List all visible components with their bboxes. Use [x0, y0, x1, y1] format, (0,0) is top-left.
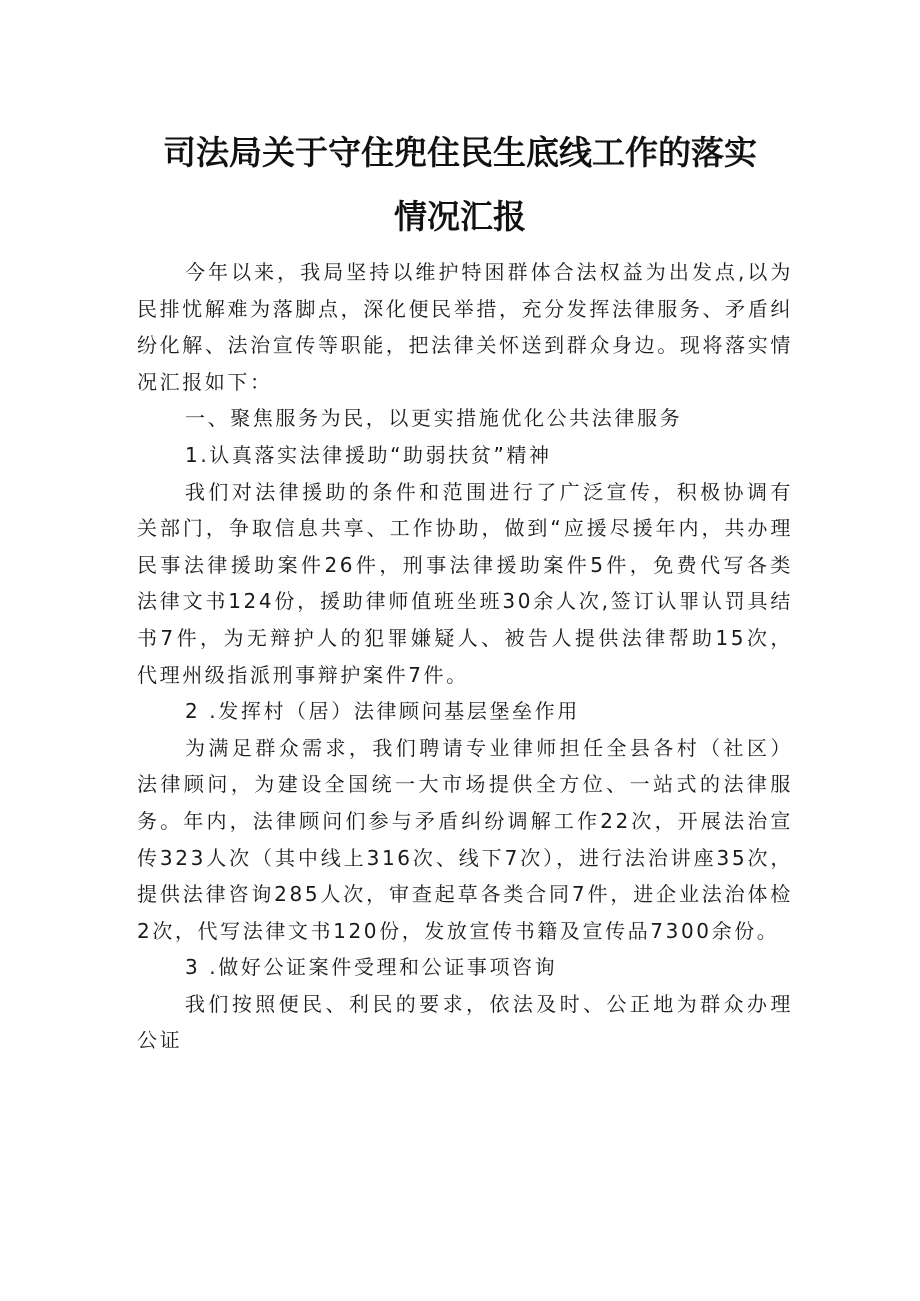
item3-paragraph: 我们按照便民、利民的要求，依法及时、公正地为群众办理公证: [137, 991, 793, 1053]
intro-paragraph: 今年以来，我局坚持以维护特困群体合法权益为出发点,以为民排忧解难为落脚点，深化便民举措，充分发挥法律服务、矛盾纠纷化解、法治宣传等职能，把法律关怀送到群众身边。现将落实情况汇报如下：: [137, 260, 793, 394]
item2-paragraph: 为满足群众需求，我们聘请专业律师担任全县各村（社区）法律顾问，为建设全国统一大市场提供全方位、一站式的法律服务。年内，法律顾问们参与矛盾纠纷调解工作22次，开展法治宣传323人次（其中线上316次、线下7次），进行法治讲座35次，提供法律咨询285人次，审查起草各类合同7件，进企业法治体检2次，代写法律文书120份，发放宣传书籍及宣传品7300余份。: [137, 735, 793, 943]
item1-paragraph: 我们对法律援助的条件和范围进行了广泛宣传，积极协调有关部门，争取信息共享、工作协助，做到“应援尽援年内，共办理民事法律援助案件26件，刑事法律援助案件5件，免费代写各类法律文书124份，援助律师值班坐班30余人次,签订认罪认罚具结书7件，为无辩护人的犯罪嫌疑人、被告人提供法律帮助15次，代理州级指派刑事辩护案件7件。: [137, 479, 793, 687]
item2-heading: 2 .发挥村（居）法律顾问基层堡垒作用: [185, 699, 580, 724]
section1-heading: 一、聚焦服务为民，以更实措施优化公共法律服务: [185, 406, 683, 431]
document-title-line2: 情况汇报: [394, 197, 526, 236]
document-body: [137, 254, 793, 1059]
item1-heading: 1.认真落实法律援助“助弱扶贫”精神: [185, 442, 552, 467]
item3-heading: 3 .做好公证案件受理和公证事项咨询: [185, 955, 558, 980]
document-title-line1: 司法局关于守住兜住民生底线工作的落实: [163, 133, 757, 172]
